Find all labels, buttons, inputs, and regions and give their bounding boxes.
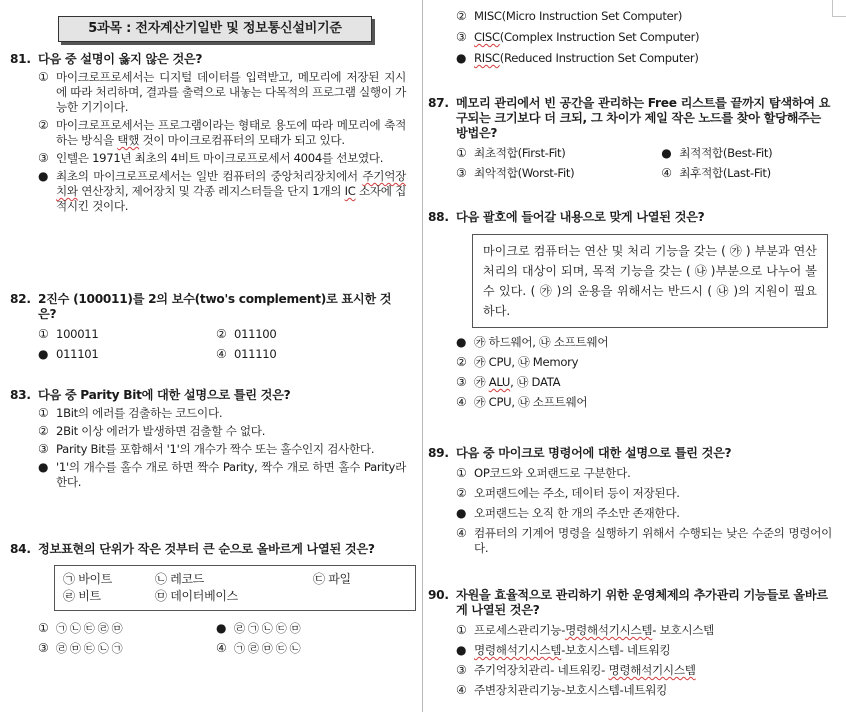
answer-marker: ● bbox=[456, 51, 467, 65]
question-89 bbox=[428, 446, 832, 556]
spellcheck-word: CISC bbox=[474, 30, 500, 44]
option-4-answer[interactable] bbox=[10, 460, 406, 490]
question-title: 다음 중 마이크로 명령어에 대한 설명으로 틀린 것은? bbox=[456, 446, 732, 460]
option-marker: ② bbox=[38, 118, 49, 132]
option-2-answer[interactable] bbox=[661, 146, 832, 161]
option-2-answer[interactable] bbox=[428, 643, 832, 658]
option-1[interactable] bbox=[456, 146, 661, 161]
answer-marker: ● bbox=[38, 460, 49, 474]
answer-marker: ● bbox=[456, 335, 467, 349]
option-1[interactable] bbox=[10, 70, 406, 115]
option-2[interactable] bbox=[10, 424, 406, 439]
option-3-answer[interactable] bbox=[428, 506, 832, 521]
option-text-part: -보호시스템- 네트워킹 bbox=[561, 643, 671, 657]
question-title: 다음 괄호에 들어갈 내용으로 맞게 나열된 것은? bbox=[456, 210, 705, 224]
option-marker: ① bbox=[38, 406, 49, 420]
option-marker: ③ bbox=[456, 663, 467, 677]
option-marker: ② bbox=[456, 355, 467, 369]
option-4-answer[interactable] bbox=[428, 51, 832, 66]
option-3[interactable] bbox=[10, 151, 406, 166]
option-text-part: - 보호시스템 bbox=[652, 623, 715, 637]
option-text: 최후적합(Last-Fit) bbox=[679, 166, 771, 180]
option-text: '1'의 개수를 홀수 개로 하면 짝수 Parity, 짝수 개로 하면 홀수 Parity라 한다. bbox=[56, 460, 406, 489]
answer-marker: ● bbox=[38, 347, 49, 361]
option-marker: ③ bbox=[38, 151, 49, 165]
option-text-part: ㉮ bbox=[474, 375, 489, 389]
question-number: 89. bbox=[428, 446, 449, 460]
page-corner-mark-h bbox=[832, 16, 846, 17]
option-marker: ② bbox=[456, 486, 467, 500]
option-row bbox=[428, 146, 832, 161]
item-database: ㉤ 데이터베이스 bbox=[155, 589, 238, 603]
option-text: 2Bit 이상 에러가 발생하면 검출할 수 없다. bbox=[56, 424, 266, 438]
option-marker: ④ bbox=[216, 641, 227, 655]
option-text-part: (Reduced Instruction Set Computer) bbox=[499, 51, 699, 65]
option-text: 최초적합(First-Fit) bbox=[474, 146, 566, 160]
spellcheck-word: ALU bbox=[488, 375, 511, 389]
option-marker: ③ bbox=[456, 375, 467, 389]
option-text bbox=[474, 30, 832, 45]
option-text-part: (Complex Instruction Set Computer) bbox=[499, 30, 700, 44]
option-2[interactable] bbox=[216, 327, 394, 342]
option-3-answer[interactable] bbox=[38, 347, 216, 362]
question-84 bbox=[10, 542, 406, 656]
option-1[interactable] bbox=[38, 621, 216, 636]
option-marker: ① bbox=[456, 146, 467, 160]
option-3[interactable] bbox=[428, 30, 832, 45]
option-marker: ② bbox=[38, 424, 49, 438]
option-text: ㉠ ㉡ ㉢ ㉣ ㉤ bbox=[56, 622, 123, 635]
spellcheck-word: 택했 bbox=[117, 133, 140, 147]
question-81 bbox=[10, 52, 406, 214]
option-marker: ④ bbox=[661, 166, 672, 180]
option-2-answer[interactable] bbox=[216, 621, 394, 636]
question-number: 84. bbox=[10, 542, 31, 556]
option-2[interactable] bbox=[428, 355, 832, 370]
question-number: 87. bbox=[428, 96, 449, 110]
question-title: 정보표현의 단위가 작은 것부터 큰 순으로 올바르게 나열된 것은? bbox=[38, 542, 375, 556]
option-text: 011100 bbox=[234, 327, 277, 341]
question-number: 90. bbox=[428, 588, 449, 602]
option-4[interactable] bbox=[216, 641, 394, 656]
option-marker: ④ bbox=[456, 683, 467, 697]
question-title: 자원을 효율적으로 관리하기 위한 운영체제의 추가관리 기능들로 올바르게 나열된 것은? bbox=[456, 588, 828, 617]
option-row bbox=[10, 641, 406, 656]
option-2[interactable] bbox=[428, 486, 832, 501]
question-number: 88. bbox=[428, 210, 449, 224]
spellcheck-word: 명령해석기시스템 bbox=[565, 623, 653, 637]
option-text: 주변장치관리기능-보호시스템-네트워킹 bbox=[474, 683, 668, 697]
question-83 bbox=[10, 388, 406, 490]
option-row bbox=[10, 347, 406, 362]
question-title: 2진수 (100011)를 2의 보수(two's complement)로 표시한 것은? bbox=[38, 292, 392, 321]
option-text: 오퍼랜드는 오직 한 개의 주소만 존재한다. bbox=[474, 506, 680, 520]
option-marker: ④ bbox=[216, 347, 227, 361]
option-text-part: 주기억장치관리- 네트워킹- bbox=[474, 663, 609, 677]
spellcheck-word: RISC bbox=[474, 51, 500, 65]
option-text: 최적적합(Best-Fit) bbox=[679, 146, 773, 160]
option-text bbox=[474, 51, 832, 66]
option-text: OP코드와 오퍼랜드로 구분한다. bbox=[474, 466, 631, 480]
option-text: 오퍼랜드에는 주소, 데이터 등이 저장된다. bbox=[474, 486, 680, 500]
option-row bbox=[10, 621, 406, 636]
item-byte: ㉠ 바이트 bbox=[63, 572, 113, 586]
question-number: 81. bbox=[10, 52, 31, 66]
option-marker: ① bbox=[38, 327, 49, 341]
option-text: 컴퓨터의 기계어 명령을 실행하기 위해서 수행되는 낮은 수준의 명령어이다. bbox=[474, 526, 832, 555]
option-text bbox=[474, 663, 832, 678]
question-87 bbox=[428, 96, 832, 181]
answer-marker: ● bbox=[38, 169, 49, 183]
question-82 bbox=[10, 292, 406, 362]
item-bit: ㉣ 비트 bbox=[63, 589, 101, 603]
option-text: Parity Bit를 포함해서 '1'의 개수가 짝수 또는 홀수인지 검사한다. bbox=[56, 442, 375, 456]
option-text: 1Bit의 에러를 검출하는 코드이다. bbox=[56, 406, 223, 420]
option-marker: ① bbox=[456, 466, 467, 480]
option-marker: ④ bbox=[456, 395, 467, 409]
option-text-part: 것이 마이크로컴퓨터의 모태가 되고 있다. bbox=[139, 133, 345, 147]
spellcheck-word: 주기억장치와 bbox=[56, 169, 406, 198]
option-2[interactable] bbox=[10, 118, 406, 148]
option-text: 011110 bbox=[234, 347, 277, 361]
answer-marker: ● bbox=[661, 146, 672, 160]
option-4[interactable] bbox=[428, 526, 832, 556]
option-4-answer[interactable] bbox=[10, 169, 406, 214]
option-1[interactable] bbox=[428, 466, 832, 481]
option-text: 인텔은 1971년 최초의 4비트 마이크로프로세서 4004를 선보였다. bbox=[56, 151, 384, 165]
option-text: 최악적합(Worst-Fit) bbox=[474, 166, 575, 180]
option-3[interactable] bbox=[10, 442, 406, 457]
question-title: 메모리 관리에서 빈 공간을 관리하는 Free 리스트를 끝까지 탐색하여 요구되는 크기보다 더 크되, 그 차이가 제일 작은 노드를 찾아 할당해주는 방법은? bbox=[456, 96, 831, 140]
question-90 bbox=[428, 588, 832, 698]
option-marker: ① bbox=[456, 623, 467, 637]
page-corner-mark bbox=[832, 0, 833, 16]
option-marker: ③ bbox=[38, 641, 49, 655]
given-items-box bbox=[54, 565, 416, 611]
option-text: MISC(Micro Instruction Set Computer) bbox=[474, 9, 683, 23]
option-text: 마이크로프로세서는 디지털 데이터를 입력받고, 메모리에 저장된 지시에 따라 처리하며, 결과를 출력으로 내놓는 다목적의 프로그램 실행이 가능한 기기이다. bbox=[56, 70, 406, 114]
option-row bbox=[10, 327, 406, 342]
option-text-part: 프로세스관리기능- bbox=[474, 623, 566, 637]
option-4[interactable] bbox=[216, 347, 394, 362]
option-text bbox=[474, 623, 832, 638]
option-text bbox=[474, 643, 832, 658]
option-text-part: 마이크로프로세서는 프로그램이라는 형태로 용도에 따라 메모리에 축적하는 방식을 bbox=[56, 118, 406, 147]
option-text: ㉠ ㉣ ㉤ ㉢ ㉡ bbox=[234, 642, 301, 655]
option-marker: ② bbox=[216, 327, 227, 341]
question-number: 83. bbox=[10, 388, 31, 402]
option-3[interactable] bbox=[428, 663, 832, 678]
spellcheck-word: IC bbox=[344, 184, 356, 198]
item-record: ㉡ 레코드 bbox=[155, 572, 205, 586]
option-1[interactable] bbox=[10, 406, 406, 421]
item-file: ㉢ 파일 bbox=[313, 572, 351, 586]
option-text: ㉣ ㉠ ㉡ ㉢ ㉤ bbox=[234, 622, 301, 635]
column-divider bbox=[422, 0, 423, 712]
option-text-part: 최초의 마이크로프로세서는 일반 컴퓨터의 중앙처리장치에서 bbox=[56, 169, 363, 183]
option-text bbox=[56, 118, 406, 148]
option-text: ㉮ 하드웨어, ㉯ 소프트웨어 bbox=[474, 335, 609, 349]
question-88 bbox=[428, 210, 832, 410]
option-text: 011101 bbox=[56, 347, 99, 361]
option-marker: ② bbox=[456, 9, 467, 23]
option-text-part: 연산장치, 제어장치 및 각종 레지스터들을 단지 1개의 bbox=[77, 184, 345, 198]
option-marker: ③ bbox=[456, 30, 467, 44]
section-title: 5과목 : 전자계산기일반 및 정보통신설비기준 bbox=[58, 16, 372, 42]
option-text: 100011 bbox=[56, 327, 99, 341]
spellcheck-word: 명령해석기시스템 bbox=[608, 663, 696, 677]
option-text bbox=[56, 169, 406, 214]
option-text-part: 소자에 집적시킨 것이다. bbox=[56, 184, 407, 213]
spellcheck-word: 명령해석기시스템 bbox=[474, 643, 562, 657]
answer-marker: ● bbox=[456, 506, 467, 520]
option-text-part: , ㉯ DATA bbox=[510, 375, 561, 389]
option-row bbox=[428, 166, 832, 181]
option-marker: ④ bbox=[456, 526, 467, 540]
question-number: 82. bbox=[10, 292, 31, 306]
question-title: 다음 중 설명이 옳지 않은 것은? bbox=[38, 52, 203, 66]
option-text: ㉮ CPU, ㉯ Memory bbox=[474, 355, 579, 369]
option-3[interactable] bbox=[456, 166, 661, 181]
option-1[interactable] bbox=[428, 623, 832, 638]
option-marker: ① bbox=[38, 70, 49, 84]
given-passage-box: 마이크로 컴퓨터는 연산 및 처리 기능을 갖는 ( ㉮ ) 부분과 연산 처리의 대상이 되며, 목적 기능을 갖는 ( ㉯ )부분으로 나누어 볼 수 있다. ( ㉮ )의 운용을 위해서는 반드시 ( ㉯ )의 지원이 필요하다. bbox=[472, 234, 828, 328]
option-text: ㉮ CPU, ㉯ 소프트웨어 bbox=[474, 395, 588, 409]
option-text bbox=[474, 375, 832, 390]
option-3[interactable] bbox=[428, 375, 832, 390]
question-86-continued bbox=[428, 6, 832, 66]
option-1[interactable] bbox=[38, 327, 216, 342]
option-2[interactable] bbox=[428, 9, 832, 24]
option-marker: ① bbox=[38, 621, 49, 635]
option-text: ㉣ ㉤ ㉢ ㉡ ㉠ bbox=[56, 642, 123, 655]
option-4[interactable] bbox=[428, 683, 832, 698]
option-marker: ③ bbox=[456, 166, 467, 180]
option-3[interactable] bbox=[38, 641, 216, 656]
answer-marker: ● bbox=[456, 643, 467, 657]
option-1-answer[interactable] bbox=[428, 335, 832, 350]
option-4[interactable] bbox=[661, 166, 832, 181]
option-4[interactable] bbox=[428, 395, 832, 410]
question-title: 다음 중 Parity Bit에 대한 설명으로 틀린 것은? bbox=[38, 388, 291, 402]
answer-marker: ● bbox=[216, 621, 227, 635]
option-marker: ③ bbox=[38, 442, 49, 456]
